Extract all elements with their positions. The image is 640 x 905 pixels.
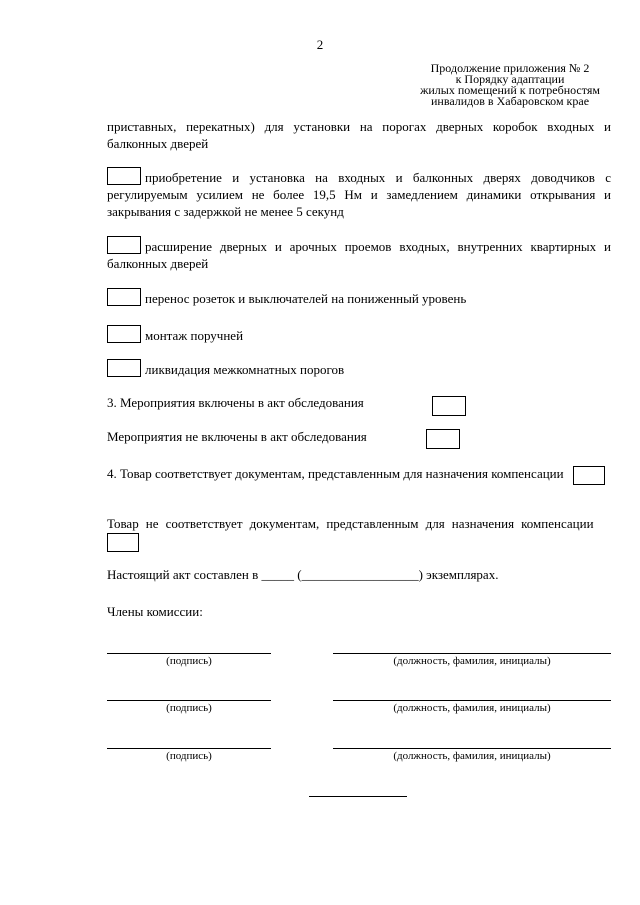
copies-count-blank[interactable]: _____ [261,567,294,582]
option-text: ликвидация межкомнатных порогов [145,362,345,377]
copies-suffix: экземплярах. [426,567,499,582]
section4-no-match-label: Товар не соответствует документам, представленным для назначения компенсации [107,516,594,531]
name-line[interactable] [333,748,611,749]
commission-title: Члены комиссии: [107,604,203,619]
signature-caption: (подпись) [166,702,212,714]
section3-included-checkbox[interactable] [432,396,466,416]
option-checkbox[interactable] [107,288,141,306]
option-text: расширение дверных и арочных проемов входных, внутренних квартирных и балконных дверей [107,239,611,271]
section3-not-included-label: Мероприятия не включены в акт обследования [107,429,367,444]
copies-prefix: Настоящий акт составлен в [107,567,259,582]
name-line[interactable] [333,653,611,654]
option-checkbox[interactable] [107,325,141,343]
section4-no-match-checkbox[interactable] [107,533,139,552]
header-line: жилых помещений к потребностям [420,83,600,97]
name-caption: (должность, фамилия, инициалы) [393,655,551,667]
option-checkbox[interactable] [107,359,141,377]
option-text: перенос розеток и выключателей на пониженный уровень [145,291,467,306]
option-checkbox[interactable] [107,236,141,254]
signature-line[interactable] [107,748,271,749]
option-door-closers [107,167,611,220]
name-caption: (должность, фамилия, инициалы) [393,702,551,714]
copies-statement [107,567,498,583]
option-remove-thresholds [107,359,611,378]
name-caption: (должность, фамилия, инициалы) [393,750,551,762]
option-widen-doorways [107,236,611,272]
header-line: Продолжение приложения № 2 [430,61,590,75]
page-number: 2 [316,37,324,52]
option-move-sockets [107,288,611,307]
section4-match [107,465,611,485]
appendix-header [390,63,630,107]
name-line[interactable] [333,700,611,701]
end-divider [309,796,407,797]
option-text: монтаж поручней [145,328,244,343]
header-line: инвалидов в Хабаровском крае [430,94,590,108]
signature-line[interactable] [107,700,271,701]
option-text: приобретение и установка на входных и балконных дверях доводчиков с регулируемым усилием не более 19,5 Нм и замедлением динамики открывания и закрывания с задержкой не менее 5 секунд [107,170,611,219]
section4-match-label: 4. Товар соответствует документам, представленным для назначения компенсации [107,466,564,481]
continuation-text: приставных, перекатных) для установки на порогах дверных коробок входных и балконных дверей [107,119,611,151]
section3-not-included-checkbox[interactable] [426,429,460,449]
signature-caption: (подпись) [166,655,212,667]
copies-words-blank[interactable]: (__________________) [297,567,423,582]
section4-match-checkbox[interactable] [573,466,605,485]
section3-included-label: 3. Мероприятия включены в акт обследования [107,395,364,410]
signature-caption: (подпись) [166,750,212,762]
header-line: к Порядку адаптации [455,72,565,86]
option-checkbox[interactable] [107,167,141,185]
signature-line[interactable] [107,653,271,654]
section4-no-match [107,515,611,552]
option-handrails [107,325,611,344]
